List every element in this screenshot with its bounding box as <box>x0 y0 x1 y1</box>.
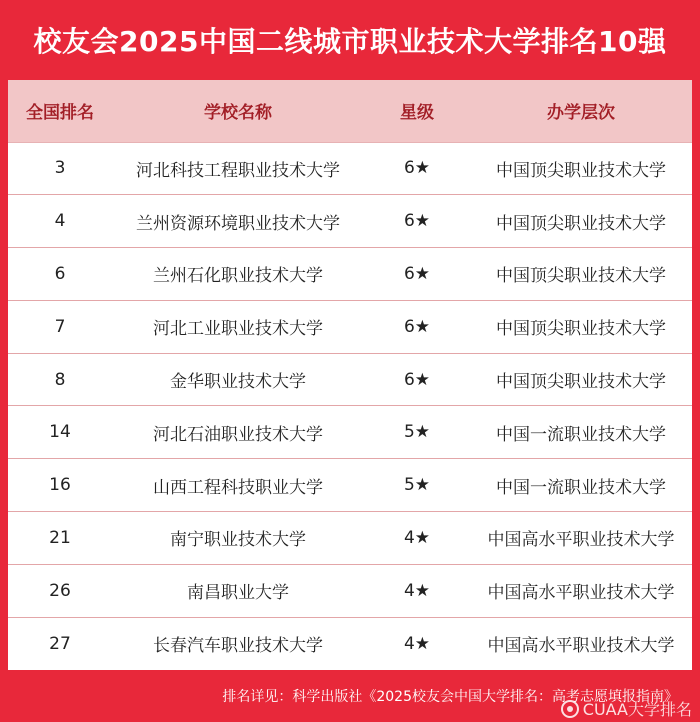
header-level: 办学层次 <box>547 103 615 124</box>
cell-level: 中国顶尖职业技术大学 <box>470 300 692 353</box>
table-row <box>8 300 692 353</box>
cell-stars: 4★ <box>364 512 470 565</box>
table-body <box>8 142 692 670</box>
header-rank: 全国排名 <box>26 103 94 124</box>
cell-stars: 5★ <box>364 406 470 459</box>
table-row <box>8 617 692 670</box>
cell-school-name: 河北科技工程职业技术大学 <box>112 142 364 195</box>
cell-rank: 14 <box>8 406 112 459</box>
cell-level: 中国顶尖职业技术大学 <box>470 195 692 248</box>
table-row <box>8 512 692 565</box>
cell-rank: 21 <box>8 512 112 565</box>
ranking-table <box>8 80 692 670</box>
cell-level: 中国一流职业技术大学 <box>470 406 692 459</box>
cell-school-name: 河北石油职业技术大学 <box>112 406 364 459</box>
table-header <box>8 80 692 142</box>
table-row <box>8 459 692 512</box>
cell-rank: 26 <box>8 564 112 617</box>
cell-stars: 4★ <box>364 564 470 617</box>
cell-level: 中国高水平职业技术大学 <box>470 564 692 617</box>
cell-level: 中国高水平职业技术大学 <box>470 512 692 565</box>
cell-stars: 6★ <box>364 353 470 406</box>
header-stars: 星级 <box>400 103 434 124</box>
cell-school-name: 兰州资源环境职业技术大学 <box>112 195 364 248</box>
watermark <box>561 697 692 720</box>
cell-rank: 4 <box>8 195 112 248</box>
cell-stars: 6★ <box>364 195 470 248</box>
cell-stars: 6★ <box>364 142 470 195</box>
table-row <box>8 195 692 248</box>
table-row <box>8 142 692 195</box>
cell-rank: 3 <box>8 142 112 195</box>
cell-stars: 6★ <box>364 248 470 301</box>
table-row <box>8 248 692 301</box>
cell-school-name: 兰州石化职业技术大学 <box>112 248 364 301</box>
cell-level: 中国顶尖职业技术大学 <box>470 248 692 301</box>
cell-stars: 4★ <box>364 617 470 670</box>
ranking-table-container <box>8 80 692 670</box>
weibo-icon <box>561 700 579 718</box>
table-row <box>8 353 692 406</box>
cell-level: 中国一流职业技术大学 <box>470 459 692 512</box>
cell-stars: 5★ <box>364 459 470 512</box>
header-row <box>8 80 692 142</box>
cell-school-name: 金华职业技术大学 <box>112 353 364 406</box>
table-row <box>8 406 692 459</box>
cell-level: 中国高水平职业技术大学 <box>470 617 692 670</box>
cell-rank: 8 <box>8 353 112 406</box>
page-title: 校友会2025中国二线城市职业技术大学排名10强 <box>33 25 667 58</box>
source-note: 排名详见：科学出版社《2025校友会中国大学排名：高考志愿填报指南》 <box>222 689 678 705</box>
cell-level: 中国顶尖职业技术大学 <box>470 142 692 195</box>
cell-rank: 16 <box>8 459 112 512</box>
watermark-text: CUAA大学排名 <box>582 700 692 719</box>
header-school-name: 学校名称 <box>204 103 272 124</box>
cell-stars: 6★ <box>364 300 470 353</box>
cell-school-name: 南宁职业技术大学 <box>112 512 364 565</box>
table-row <box>8 564 692 617</box>
cell-rank: 7 <box>8 300 112 353</box>
cell-school-name: 河北工业职业技术大学 <box>112 300 364 353</box>
cell-school-name: 长春汽车职业技术大学 <box>112 617 364 670</box>
cell-rank: 27 <box>8 617 112 670</box>
cell-rank: 6 <box>8 248 112 301</box>
cell-school-name: 山西工程科技职业大学 <box>112 459 364 512</box>
cell-school-name: 南昌职业大学 <box>112 564 364 617</box>
cell-level: 中国顶尖职业技术大学 <box>470 353 692 406</box>
